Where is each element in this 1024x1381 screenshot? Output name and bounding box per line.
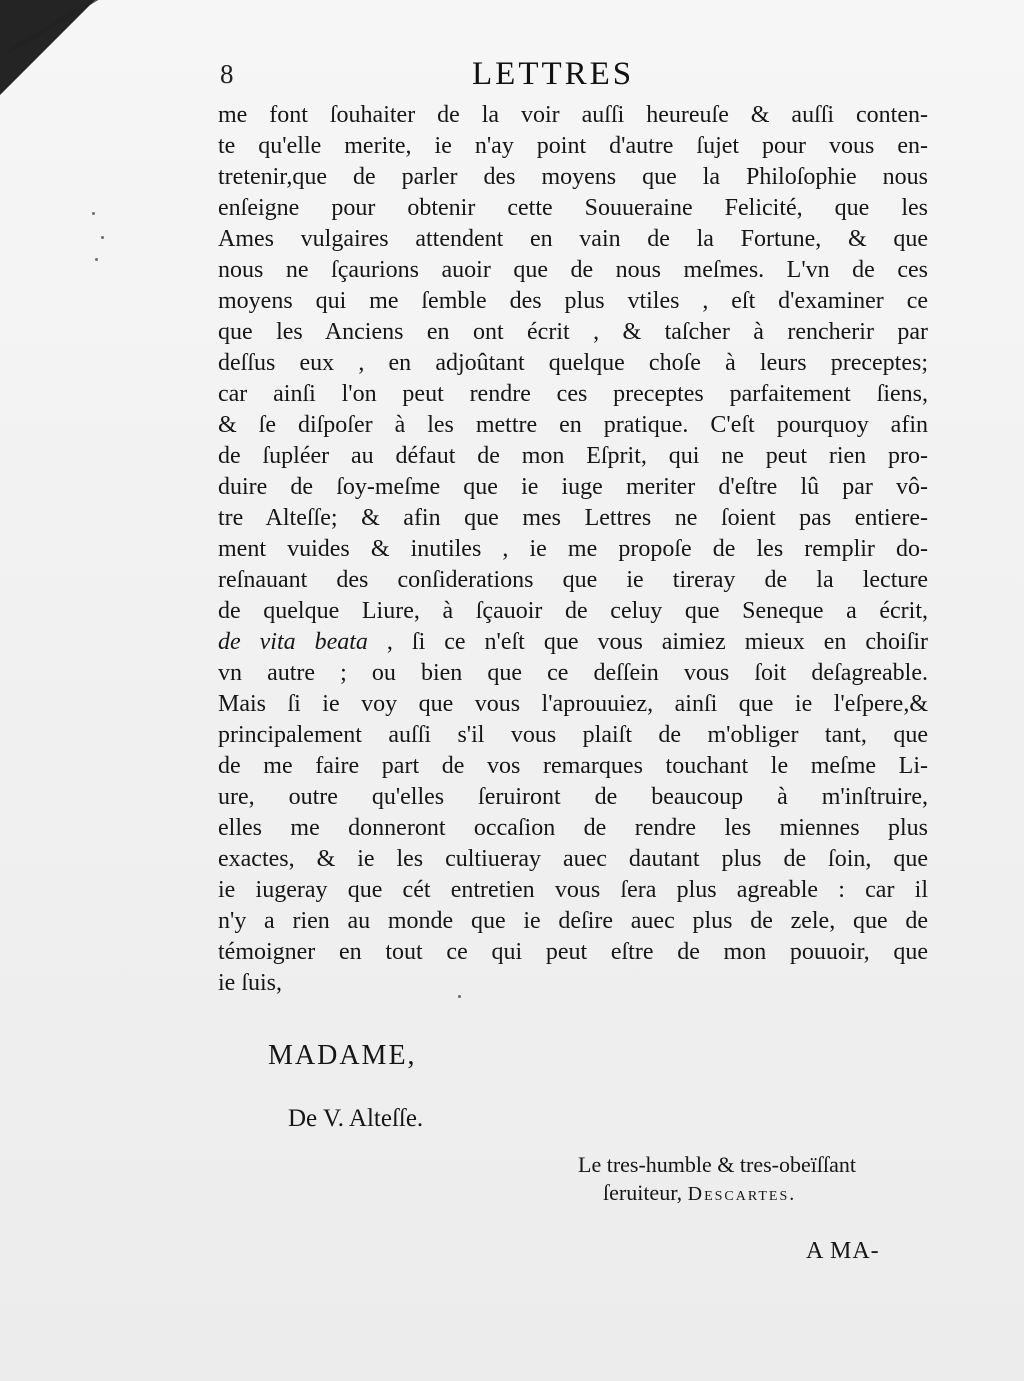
ink-speck — [95, 258, 98, 261]
text-line-18 — [218, 627, 928, 658]
signature-name: Descartes. — [687, 1183, 797, 1205]
text-line-24: elles me donneront occaſion de rendre les miennes plus — [218, 815, 928, 841]
text-line-17: de quelque Liure, à ſçauoir de celuy que Seneque a écrit, — [218, 598, 928, 624]
text-line-9: deſſus eux , en adjoûtant quelque choſe à leurs preceptes; — [218, 350, 928, 376]
signature-line-1: Le tres-humble & tres-obeïſſant — [578, 1152, 856, 1177]
text-line-25: exactes, & ie les cultiueray auec dautant plus de ſoin, que — [218, 846, 928, 872]
text-line-28: témoigner en tout ce qui peut eſtre de mon pouuoir, que — [218, 939, 928, 965]
signature-line-2 — [603, 1180, 796, 1206]
text-line-10: car ainſi l'on peut rendre ces preceptes parfaitement ſiens, — [218, 381, 928, 407]
text-line-13: duire de ſoy-meſme que ie iuge meriter d'eſtre lû par vô- — [218, 474, 928, 500]
text-line-2: te qu'elle merite, ie n'ay point d'autre ſujet pour vous en- — [218, 133, 928, 159]
text-line-16: reſnauant des conſiderations que ie tireray de la lecture — [218, 567, 928, 593]
text-line-20: Mais ſi ie voy que vous l'aprouuiez, ainſi que ie l'eſpere,& — [218, 691, 928, 717]
salutation: MADAME, — [268, 1040, 417, 1071]
text-line-21: principalement auſſi s'il vous plaiſt de m'obliger tant, que — [218, 722, 928, 748]
italic-latin-title: de vita beata — [218, 629, 368, 655]
text-line-19: vn autre ; ou bien que ce deſſein vous ſoit deſagreable. — [218, 660, 928, 686]
text-line-23: ure, outre qu'elles ſeruiront de beaucoup à m'inſtruire, — [218, 784, 928, 810]
text-line-15: ment vuides & inutiles , ie me propoſe de les remplir do- — [218, 536, 928, 562]
text-line-18-suffix: , ſi ce n'eſt que vous aimiez mieux en choiſir — [367, 629, 928, 655]
signature-prefix: ſeruiteur, — [603, 1180, 688, 1205]
text-line-8: que les Anciens en ont écrit , & taſcher à rencherir par — [218, 319, 928, 345]
text-line-3: tretenir,que de parler des moyens que la Philoſophie nous — [218, 164, 928, 190]
text-line-5: Ames vulgaires attendent en vain de la Fortune, & que — [218, 226, 928, 252]
ink-speck — [101, 236, 104, 239]
text-line-12: de ſupléer au défaut de mon Eſprit, qui ne peut rien pro- — [218, 443, 928, 469]
text-line-6: nous ne ſçaurions auoir que de nous meſmes. L'vn de ces — [218, 257, 928, 283]
text-line-7: moyens qui me ſemble des plus vtiles , eſt d'examiner ce — [218, 288, 928, 314]
text-line-14: tre Alteſſe; & afin que mes Lettres ne ſoient pas entiere- — [218, 505, 928, 531]
running-head: LETTRES — [472, 56, 635, 92]
text-line-4: enſeigne pour obtenir cette Souueraine Felicité, que les — [218, 195, 928, 221]
text-line-1: me font ſouhaiter de la voir auſſi heureuſe & auſſi conten- — [218, 102, 928, 128]
text-line-27: n'y a rien au monde que ie deſire auec plus de zele, que de — [218, 908, 928, 934]
page-header — [220, 58, 720, 98]
text-line-11: & ſe diſpoſer à les mettre en pratique. C'eſt pourquoy afin — [218, 412, 928, 438]
letter-body — [218, 100, 928, 999]
page-number: 8 — [220, 59, 234, 89]
text-line-22: de me faire part de vos remarques touchant le meſme Li- — [218, 753, 928, 779]
catchword: A MA- — [806, 1238, 880, 1264]
addressee: De V. Alteſſe. — [288, 1105, 424, 1132]
ink-speck — [92, 212, 95, 215]
text-line-26: ie iugeray que cét entretien vous ſera plus agreable : car il — [218, 877, 928, 903]
text-line-29: ie ſuis, — [218, 970, 282, 996]
